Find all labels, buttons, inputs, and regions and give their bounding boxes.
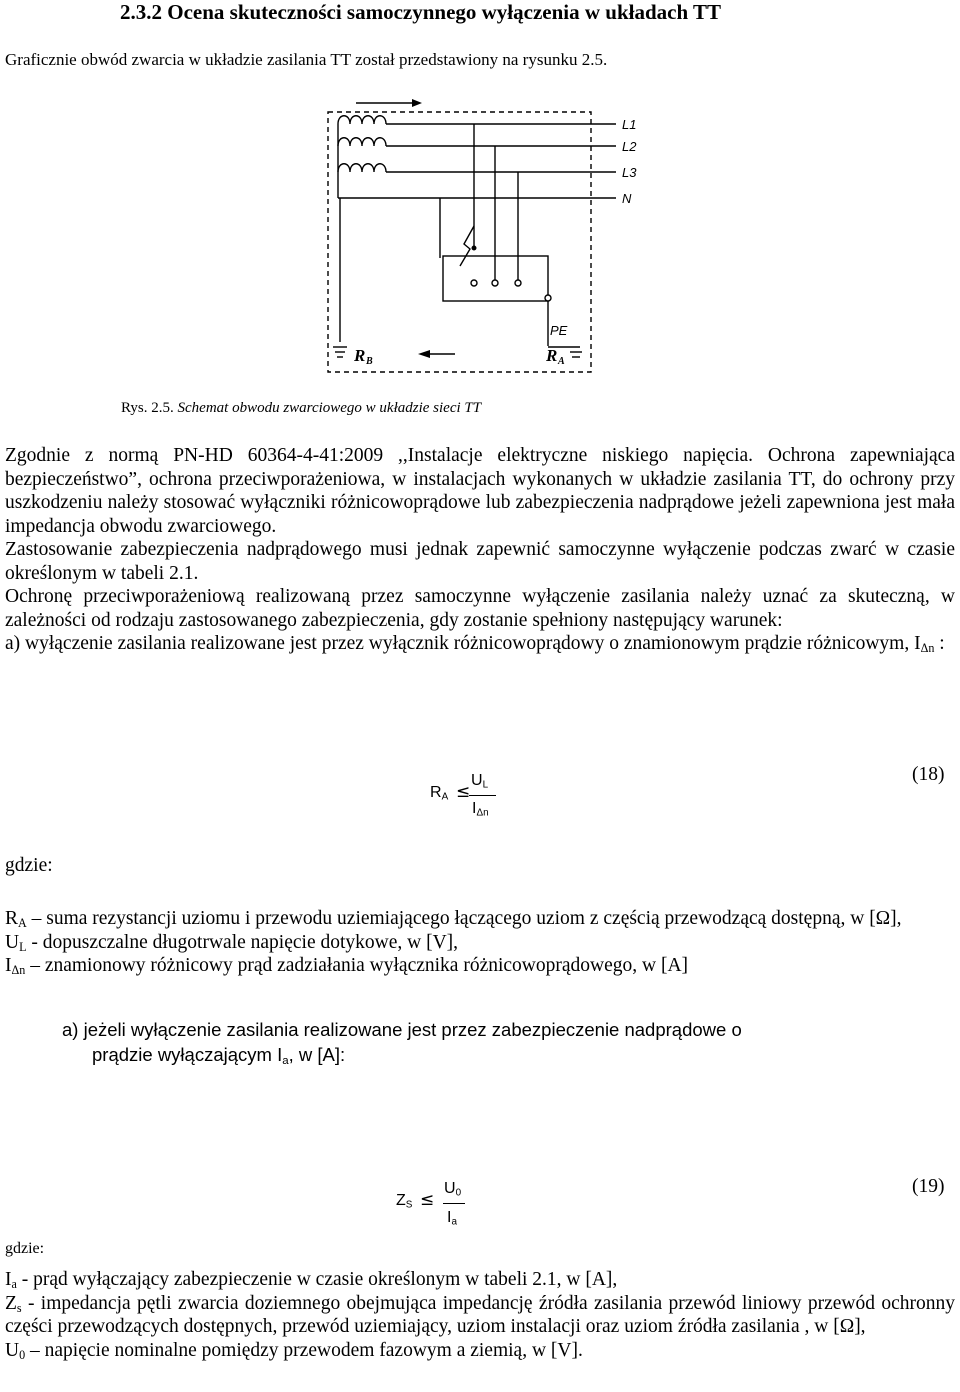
definition-zs: $Z_s$ - impedancja pętli zwarcia doziemnego obejmująca impedancję źródła zasilania przewód liniowy przewód ochronny części przewodzących dostępnych, przewód uziemiający, uziom instalacji oraz uziom źródła zasilania , w [Ω], xyxy=(5,1292,955,1337)
paragraph-overcurrent: Zastosowanie zabezpieczenia nadprądowego musi jednak zapewnić samoczynne wyłączenie podczas zwarć w czasie określonym w tabeli 2.1. xyxy=(5,539,955,584)
eq19-lhs: $Z_S$ xyxy=(396,1192,413,1211)
definition-idn: $I_{\Delta n}$ – znamionowy różnicowy prąd zadziałania wyłącznika różnicowoprądowego, w [A] xyxy=(5,955,689,978)
overcurrent-line-2: prądzie wyłączającym $I_a$, w [A]: xyxy=(92,1044,346,1067)
intro-text: Graficznie obwód zwarcia w układzie zasilania TT został przedstawiony na rysunku 2.5. xyxy=(5,50,608,69)
definitions-1 xyxy=(5,907,955,978)
eq18-op: ≤ xyxy=(456,782,471,802)
transformer-coil-1 xyxy=(338,116,386,124)
gdzie-label-2: gdzie: xyxy=(5,1240,45,1257)
label-n: N xyxy=(622,191,632,206)
caption-text: Schemat obwodu zwarciowego w układzie sieci TT xyxy=(177,400,482,416)
body-text xyxy=(5,444,955,656)
paragraph-condition-a xyxy=(5,632,955,656)
figure-caption xyxy=(121,400,481,417)
eq19-numerator: $U_0$ xyxy=(444,1180,462,1199)
definition-ia: $I_a$ - prąd wyłączający zabezpieczenie w czasie określonym w tabeli 2.1, w [A], xyxy=(5,1269,618,1292)
section-heading: 2.3.2 Ocena skuteczności samoczynnego wyłączenia w układach TT xyxy=(120,0,722,24)
definition-ra: $R_A$ – suma rezystancji uziomu i przewodu uziemiającego łączącego uziom z częścią przewodzącą dostępną, w [Ω], xyxy=(5,908,902,931)
tt-circuit-diagram xyxy=(0,0,960,400)
condition-a-sub: Δn xyxy=(920,641,935,656)
definitions-2 xyxy=(5,1268,955,1362)
eq18-lhs: $R_A$ xyxy=(430,784,449,803)
eq19-number: (19) xyxy=(912,1176,945,1197)
overcurrent-line-1: a) jeżeli wyłączenie zasilania realizowane jest przez zabezpieczenie nadprądowe o xyxy=(62,1019,742,1040)
gdzie-label-1: gdzie: xyxy=(5,855,53,876)
label-rb-sub: B xyxy=(366,356,373,367)
label-l1: L1 xyxy=(622,117,637,132)
transformer-coil-3 xyxy=(338,164,386,172)
definition-ul: $U_L$ - dopuszczalne długotrwale napięcie dotykowe, w [V], xyxy=(5,931,459,954)
condition-a-text: a) wyłączenie zasilania realizowane jest przez wyłącznik różnicowoprądowy o znamionowym prądzie różnicowym, I xyxy=(5,633,921,654)
eq19-op: ≤ xyxy=(420,1190,435,1210)
label-ra-sub: A xyxy=(558,356,565,367)
label-rb: R xyxy=(354,346,366,365)
eq18-numerator: $U_L$ xyxy=(471,772,489,791)
definition-u0: $U_0$ – napięcie nominalne pomiędzy przewodem fazowym a ziemią, w [V]. xyxy=(5,1339,583,1362)
eq18-fraction-bar xyxy=(469,795,496,796)
label-l2: L2 xyxy=(622,139,637,154)
paragraph-overcurrent-condition xyxy=(62,1017,955,1067)
label-l3: L3 xyxy=(622,165,637,180)
eq19-fraction-bar xyxy=(443,1203,465,1204)
paragraph-condition: Ochronę przeciwporażeniową realizowaną przez samoczynne wyłączenie zasilania należy uznać za skuteczną, w zależności od rodzaju zastosowanego zabezpieczenia, gdy zostanie spełniony następujący warunek: xyxy=(5,586,955,631)
label-ra: R xyxy=(546,346,558,365)
paragraph-norm: Zgodnie z normą PN-HD 60364-4-41:2009 ,,Instalacje elektryczne niskiego napięcia. Ochrona zapewniająca bezpieczeństwo”, ochrona przeciwporażeniowa, w instalacjach wykonanych w układzie zasilania TT, do ochrony przy uszkodzeniu należy stosować wyłączniki różnicowoprądowe lub zabezpieczenia nadprądowe jeżeli zapewniona jest mała impedancja obwodu zwarciowego. xyxy=(5,445,955,537)
eq19-denominator: $I_a$ xyxy=(447,1209,457,1228)
fault-symbol xyxy=(460,226,474,266)
eq18-denominator: $I_{\Delta n}$ xyxy=(472,800,489,819)
eq18-number: (18) xyxy=(912,764,945,785)
transformer-coil-2 xyxy=(338,138,386,146)
label-pe: PE xyxy=(550,323,568,338)
condition-a-end: : xyxy=(934,633,945,654)
caption-prefix: Rys. 2.5. xyxy=(121,400,178,416)
